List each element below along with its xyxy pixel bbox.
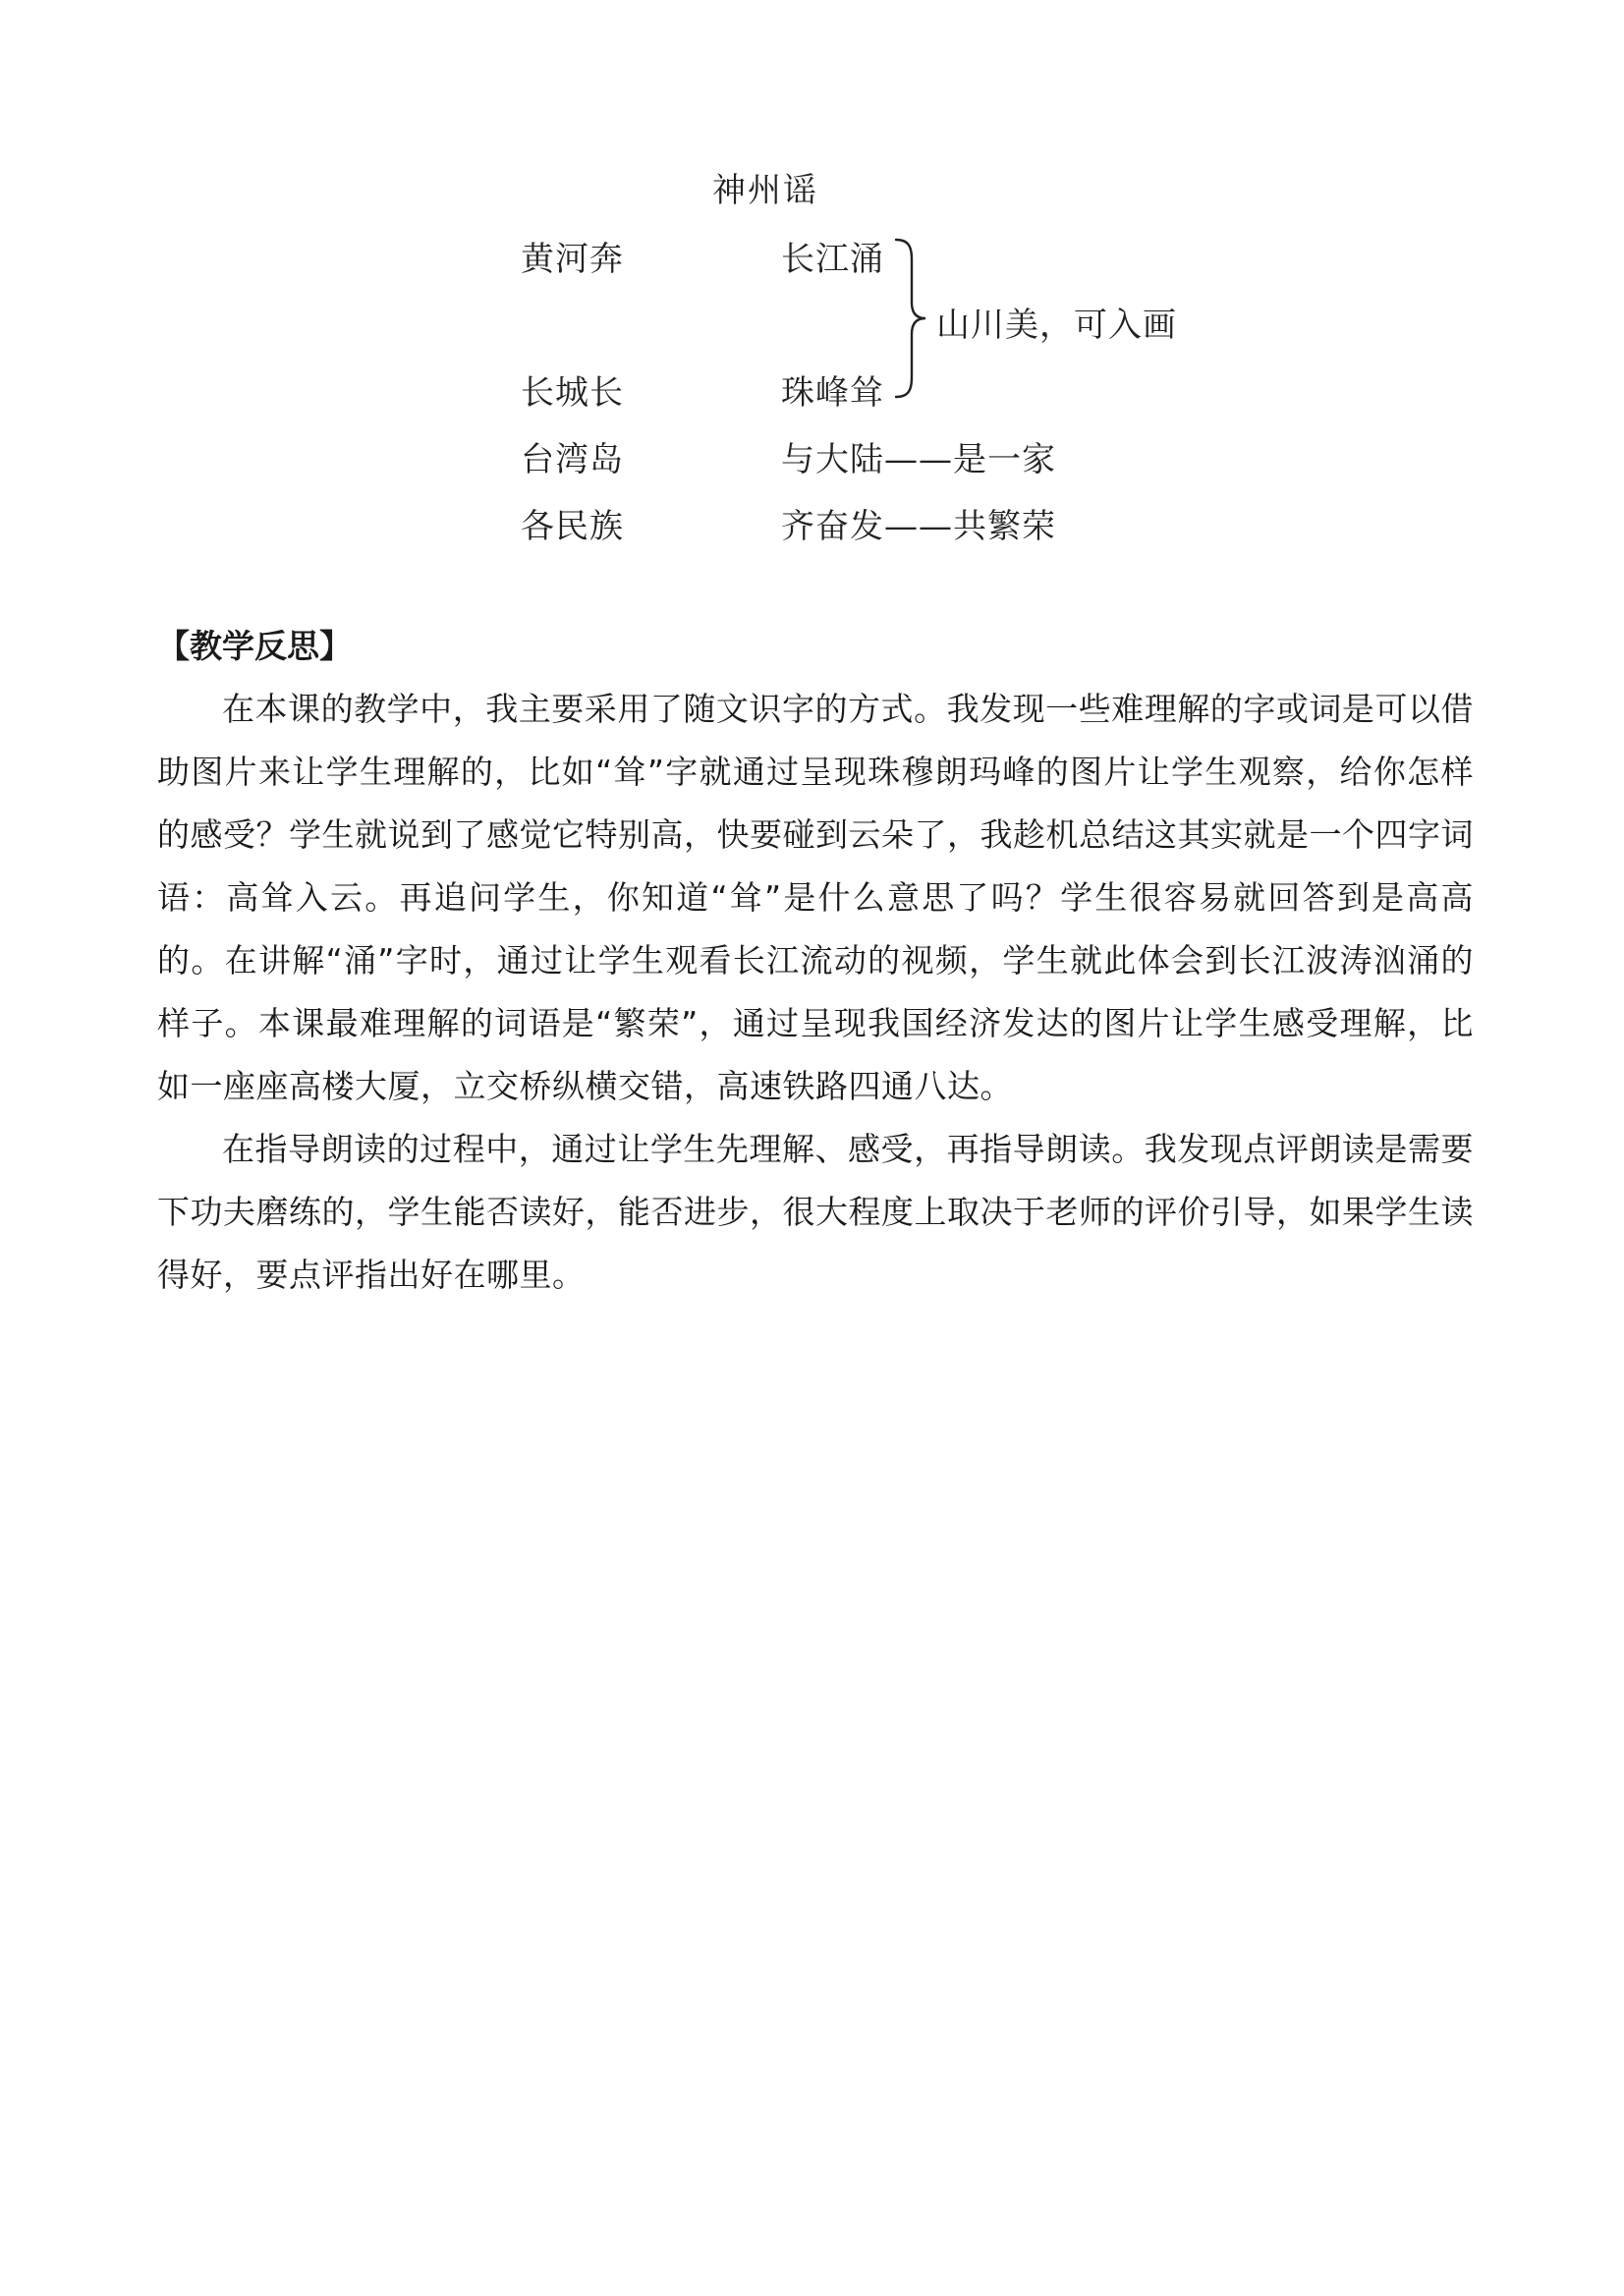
board-row-2-right: 珠峰耸 <box>781 373 884 413</box>
reflection-paragraph-2: 在指导朗读的过程中，通过让学生先理解、感受，再指导朗读。我发现点评朗读是需要下功夫磨练的，学生能否读好，能否进步，很大程度上取决于老师的评价引导，如果学生读得好，要点评指出好在哪里。 <box>157 1130 1474 1294</box>
teaching-reflection-section <box>157 627 1474 1307</box>
brace-label: 山川美，可入画 <box>936 306 1177 345</box>
board-title: 神州谣 <box>712 171 818 210</box>
board-row-3-left: 台湾岛 <box>521 440 624 479</box>
board-row-1-left: 黄河奔 <box>521 240 624 279</box>
right-brace-icon <box>890 236 929 401</box>
board-row-1-right: 长江涌 <box>781 240 884 279</box>
board-row-2-left: 长城长 <box>521 373 624 413</box>
board-row-4-right: 齐奋发——共繁荣 <box>781 507 1056 546</box>
section-heading: 【教学反思】 <box>157 627 352 665</box>
reflection-paragraph-1: 在本课的教学中，我主要采用了随文识字的方式。我发现一些难理解的字或词是可以借助图片来让学生理解的，比如“耸”字就通过呈现珠穆朗玛峰的图片让学生观察，给你怎样的感受？学生就说到了感觉它特别高，快要碰到云朵了，我趁机总结这其实就是一个四字词语：高耸入云。再追问学生，你知道“耸”是什么意思了吗？学生很容易就回答到是高高的。在讲解“涌”字时，通过让学生观看长江流动的视频，学生就此体会到长江波涛汹涌的样子。本课最难理解的词语是“繁荣”，通过呈现我国经济发达的图片让学生感受理解，比如一座座高楼大厦，立交桥纵横交错，高速铁路四通八达。 <box>157 690 1474 1105</box>
board-outline <box>0 0 1624 589</box>
board-row-4-left: 各民族 <box>521 507 624 546</box>
board-row-3-right: 与大陆——是一家 <box>781 440 1056 479</box>
